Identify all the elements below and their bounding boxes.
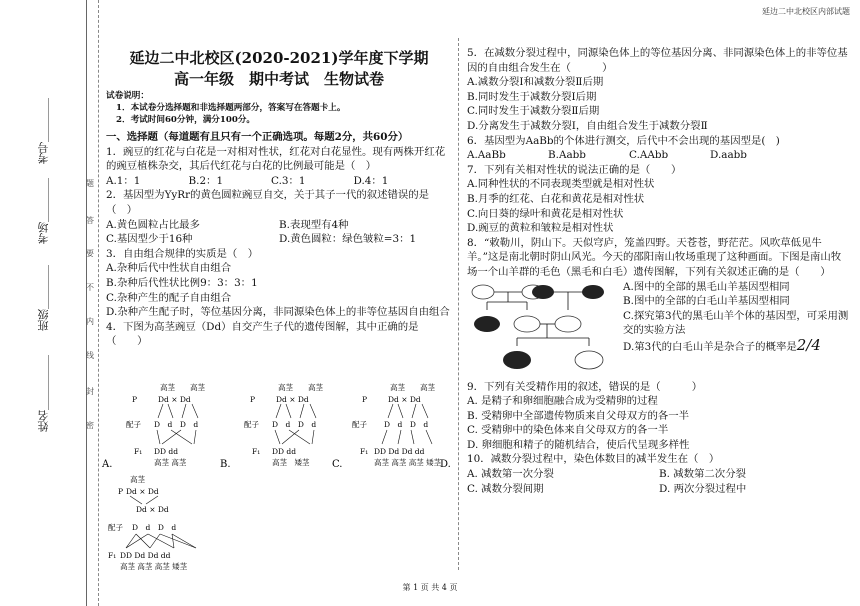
seal-char: 题 [86,179,94,188]
option: D.分离发生于减数分裂Ⅰ，自由组合发生于减数分裂Ⅱ [467,119,708,132]
binding-line [86,0,87,606]
question-stem: 5．在减数分裂过程中，同源染色体上的等位基因分离、非同源染色体上的非等位基因的自由组合发生在（ ） [467,47,848,74]
option: B.表现型有4种 [279,218,349,231]
f1-label: F₁ [360,447,369,456]
pedigree-figure [467,280,623,376]
diagram-b [220,382,324,470]
white-sheep-icon [472,285,494,299]
class-label: 班级＿＿＿＿ [37,265,50,331]
option: B.同时发生于减数分裂Ⅰ后期 [467,90,597,103]
question-stem: 4．下图为高茎豌豆（Dd）自交产生子代的遗传图解，其中正确的是（ ） [106,320,419,348]
question-options [467,467,851,482]
white-sheep-icon [575,351,603,369]
q8-options [623,280,851,376]
option: B. 减数第二次分裂 [659,468,746,481]
q8-body [467,280,851,376]
number-label: 考号＿＿＿＿ [37,98,50,164]
f1-phenotypes: 高茎 高茎 高茎 矮茎 [374,458,442,467]
black-sheep-icon [582,285,604,299]
seal-char: 答 [86,216,94,225]
option: A.1：1 [106,174,141,187]
section-heading: 一、选择题（每道题有且只有一个正确选项。每题2分，共60分） [106,131,409,143]
option: D.黄色圆粒：绿色皱粒=3：1 [279,233,417,246]
f1-genotypes: DD dd [154,447,179,456]
f1-phenotypes: 高茎 矮茎 [272,458,310,467]
note-item: 2．考试时间60分钟，满分100分。 [116,115,256,125]
right-column [467,46,851,496]
exam-title-line1: 延边二中北校区(2020-2021)学年度下学期 [129,49,429,67]
option: C.基因型少于16种 [106,233,193,246]
p-phenotypes: 高茎 高茎 [278,383,323,392]
option: C.3：1 [271,174,306,187]
sheep-pedigree [467,280,623,376]
q4-diagrams [102,382,454,572]
option: C.杂种产生的配子自由组合 [106,291,232,304]
column-divider [458,38,459,570]
genetic-cross-diagrams [102,382,454,572]
option: D.杂种产生配子时，等位基因分离，非同源染色体上的非等位基因自由组合 [106,306,450,319]
gamete-label: 配子 [108,523,123,532]
handwritten-answer: 2/4 [796,335,821,354]
question-stem: 10．减数分裂过程中，染色体数目的减半发生在（ ） [467,453,720,466]
p-label: P [362,395,368,404]
p-genotypes: Dd × Dd [126,487,159,496]
gametes: D d D d [384,420,429,429]
binding-strip [32,0,86,606]
seal-dashed-line [98,0,99,606]
f1-genotypes: DD dd [272,447,297,456]
question-options [467,148,851,163]
seal-char: 封 [86,387,94,396]
f1-phenotypes: 高茎 高茎 [154,458,187,467]
option-label: A. [102,459,113,470]
p-label: P [250,395,256,404]
p-genotypes: Dd × Dd [388,395,421,404]
option: A.同种性状的不同表现类型就是相对性状 [467,178,655,191]
notes-heading: 试卷说明： [106,91,149,101]
f1-label: F₁ [134,447,143,456]
option: B.杂种后代性状比例9：3：3：1 [106,276,258,289]
question-stem: 8．“敕勒川，阴山下。天似穹庐，笼盖四野。天苍苍，野茫茫。风吹草低见牛羊。”这是南北朝时阴山风光。今天的邵阳南山牧场重现了这种画面。下图是南山牧场一个山羊群的毛色（黑毛和白毛）遗传图解，下列有关叙述正确的是（ ） [467,236,842,278]
option: A.减数分裂Ⅰ和减数分裂Ⅱ后期 [467,76,604,89]
name-label: 姓名＿＿＿＿＿ [37,355,50,432]
option: A. 是精子和卵细胞融合成为受精卵的过程 [467,395,658,408]
seal-char: 密 [86,421,94,430]
option: B.Aabb [548,149,586,162]
question-options [106,174,452,189]
option: A. 减数第一次分裂 [467,468,554,481]
f1-label: F₁ [108,551,117,560]
seal-char: 内 [86,317,94,326]
option-label: D. [440,459,451,470]
p2-genotypes: Dd × Dd [136,505,169,514]
p-genotypes: Dd × Dd [276,395,309,404]
option: C.AAbb [629,149,669,162]
seal-char: 要 [86,249,94,258]
seal-char: 不 [86,283,94,292]
black-sheep-icon [532,285,554,299]
exam-title-line2: 高一年级 期中考试 生物试卷 [173,70,384,88]
question-stem: 1．豌豆的红花与白花是一对相对性状，红花对白花显性。现有两株开红花的豌豆植株杂交，其后代红花与白花的比例最可能是（ ） [106,145,446,173]
option: B.图中的全部的白毛山羊基因型相同 [623,295,790,308]
option-label: C. [332,459,343,470]
black-sheep-icon [474,316,500,332]
option: D.豌豆的黄粒和皱粒是相对性状 [467,222,614,235]
room-label: 考场＿＿＿＿ [37,178,50,244]
option: B.月季的红花、白花和黄花是相对性状 [467,192,645,205]
option: A.黄色圆粒占比最多 [106,218,200,231]
gametes: D d D d [132,523,177,532]
option: D. 卵细胞和精子的随机结合，使后代呈现多样性 [467,438,690,451]
f1-genotypes: DD Dd Dd dd [120,551,171,560]
option: B.2：1 [188,174,224,187]
diagram-d [108,474,196,571]
diagram-a [101,382,206,470]
question-stem: 3．自由组合规律的实质是（ ） [106,247,259,260]
option: A.AaBb [467,149,506,162]
question-options [106,218,452,233]
gametes: D d D d [154,420,199,429]
question-options [467,482,851,497]
question-stem: 9．下列有关受精作用的叙述，错误的是（ ） [467,380,703,393]
p-phenotype: 高茎 [130,475,145,484]
header-school-note: 延边二中北校区内部试题 [762,7,850,16]
seal-char: 线 [86,351,94,360]
left-column [106,48,452,349]
gamete-label: 配子 [126,420,141,429]
white-sheep-icon [514,316,540,332]
gamete-label: 配子 [244,420,259,429]
option: C.向日葵的绿叶和黄花是相对性状 [467,207,624,220]
white-sheep-icon [555,316,581,332]
f1-label: F₁ [252,447,261,456]
option: D. 两次分裂过程中 [659,482,747,495]
option: C. 减数分裂间期 [467,482,544,495]
f1-genotypes: DD Dd Dd dd [374,447,425,456]
black-sheep-icon [503,351,531,369]
option-label: B. [220,459,231,470]
p-phenotypes: 高茎 高茎 [390,383,435,392]
option: C.同时发生于减数分裂Ⅱ后期 [467,105,600,118]
question-options [106,232,452,247]
gamete-label: 配子 [352,420,367,429]
p-genotypes: Dd × Dd [158,395,191,404]
question-stem: 7．下列有关相对性状的说法正确的是（ ） [467,163,682,176]
option: D.aabb [710,149,747,162]
page-footer: 第 1 页 共 4 页 [402,583,458,592]
option: C. 受精卵中的染色体来自父母双方的各一半 [467,424,669,437]
p-label: P [118,487,124,496]
note-item: 1．本试卷分选择题和非选择题两部分，答案写在答题卡上。 [116,103,346,113]
diagram-c [332,382,443,470]
option: D.第3代的白毛山羊是杂合子的概率是2/4 [623,335,821,354]
option: D.4：1 [353,174,389,187]
option: A.图中的全部的黑毛山羊基因型相同 [623,280,790,293]
question-stem: 2．基因型为YyRr的黄色圆粒豌豆自交，关于其子一代的叙述错误的是（ ） [106,189,430,216]
p-phenotypes: 高茎 高茎 [160,383,205,392]
gametes: D d D d [272,420,317,429]
option: B. 受精卵中全部遗传物质来自父母双方的各一半 [467,409,690,422]
option: A.杂种后代中性状自由组合 [106,262,232,275]
option: C.探究第3代的黑毛山羊个体的基因型，可采用测交的实验方法 [623,309,849,337]
question-stem: 6．基因型为AaBb的个体进行测交，后代中不会出现的基因型是( ) [467,134,780,147]
f1-phenotypes: 高茎 高茎 高茎 矮茎 [120,562,188,571]
p-label: P [132,395,138,404]
